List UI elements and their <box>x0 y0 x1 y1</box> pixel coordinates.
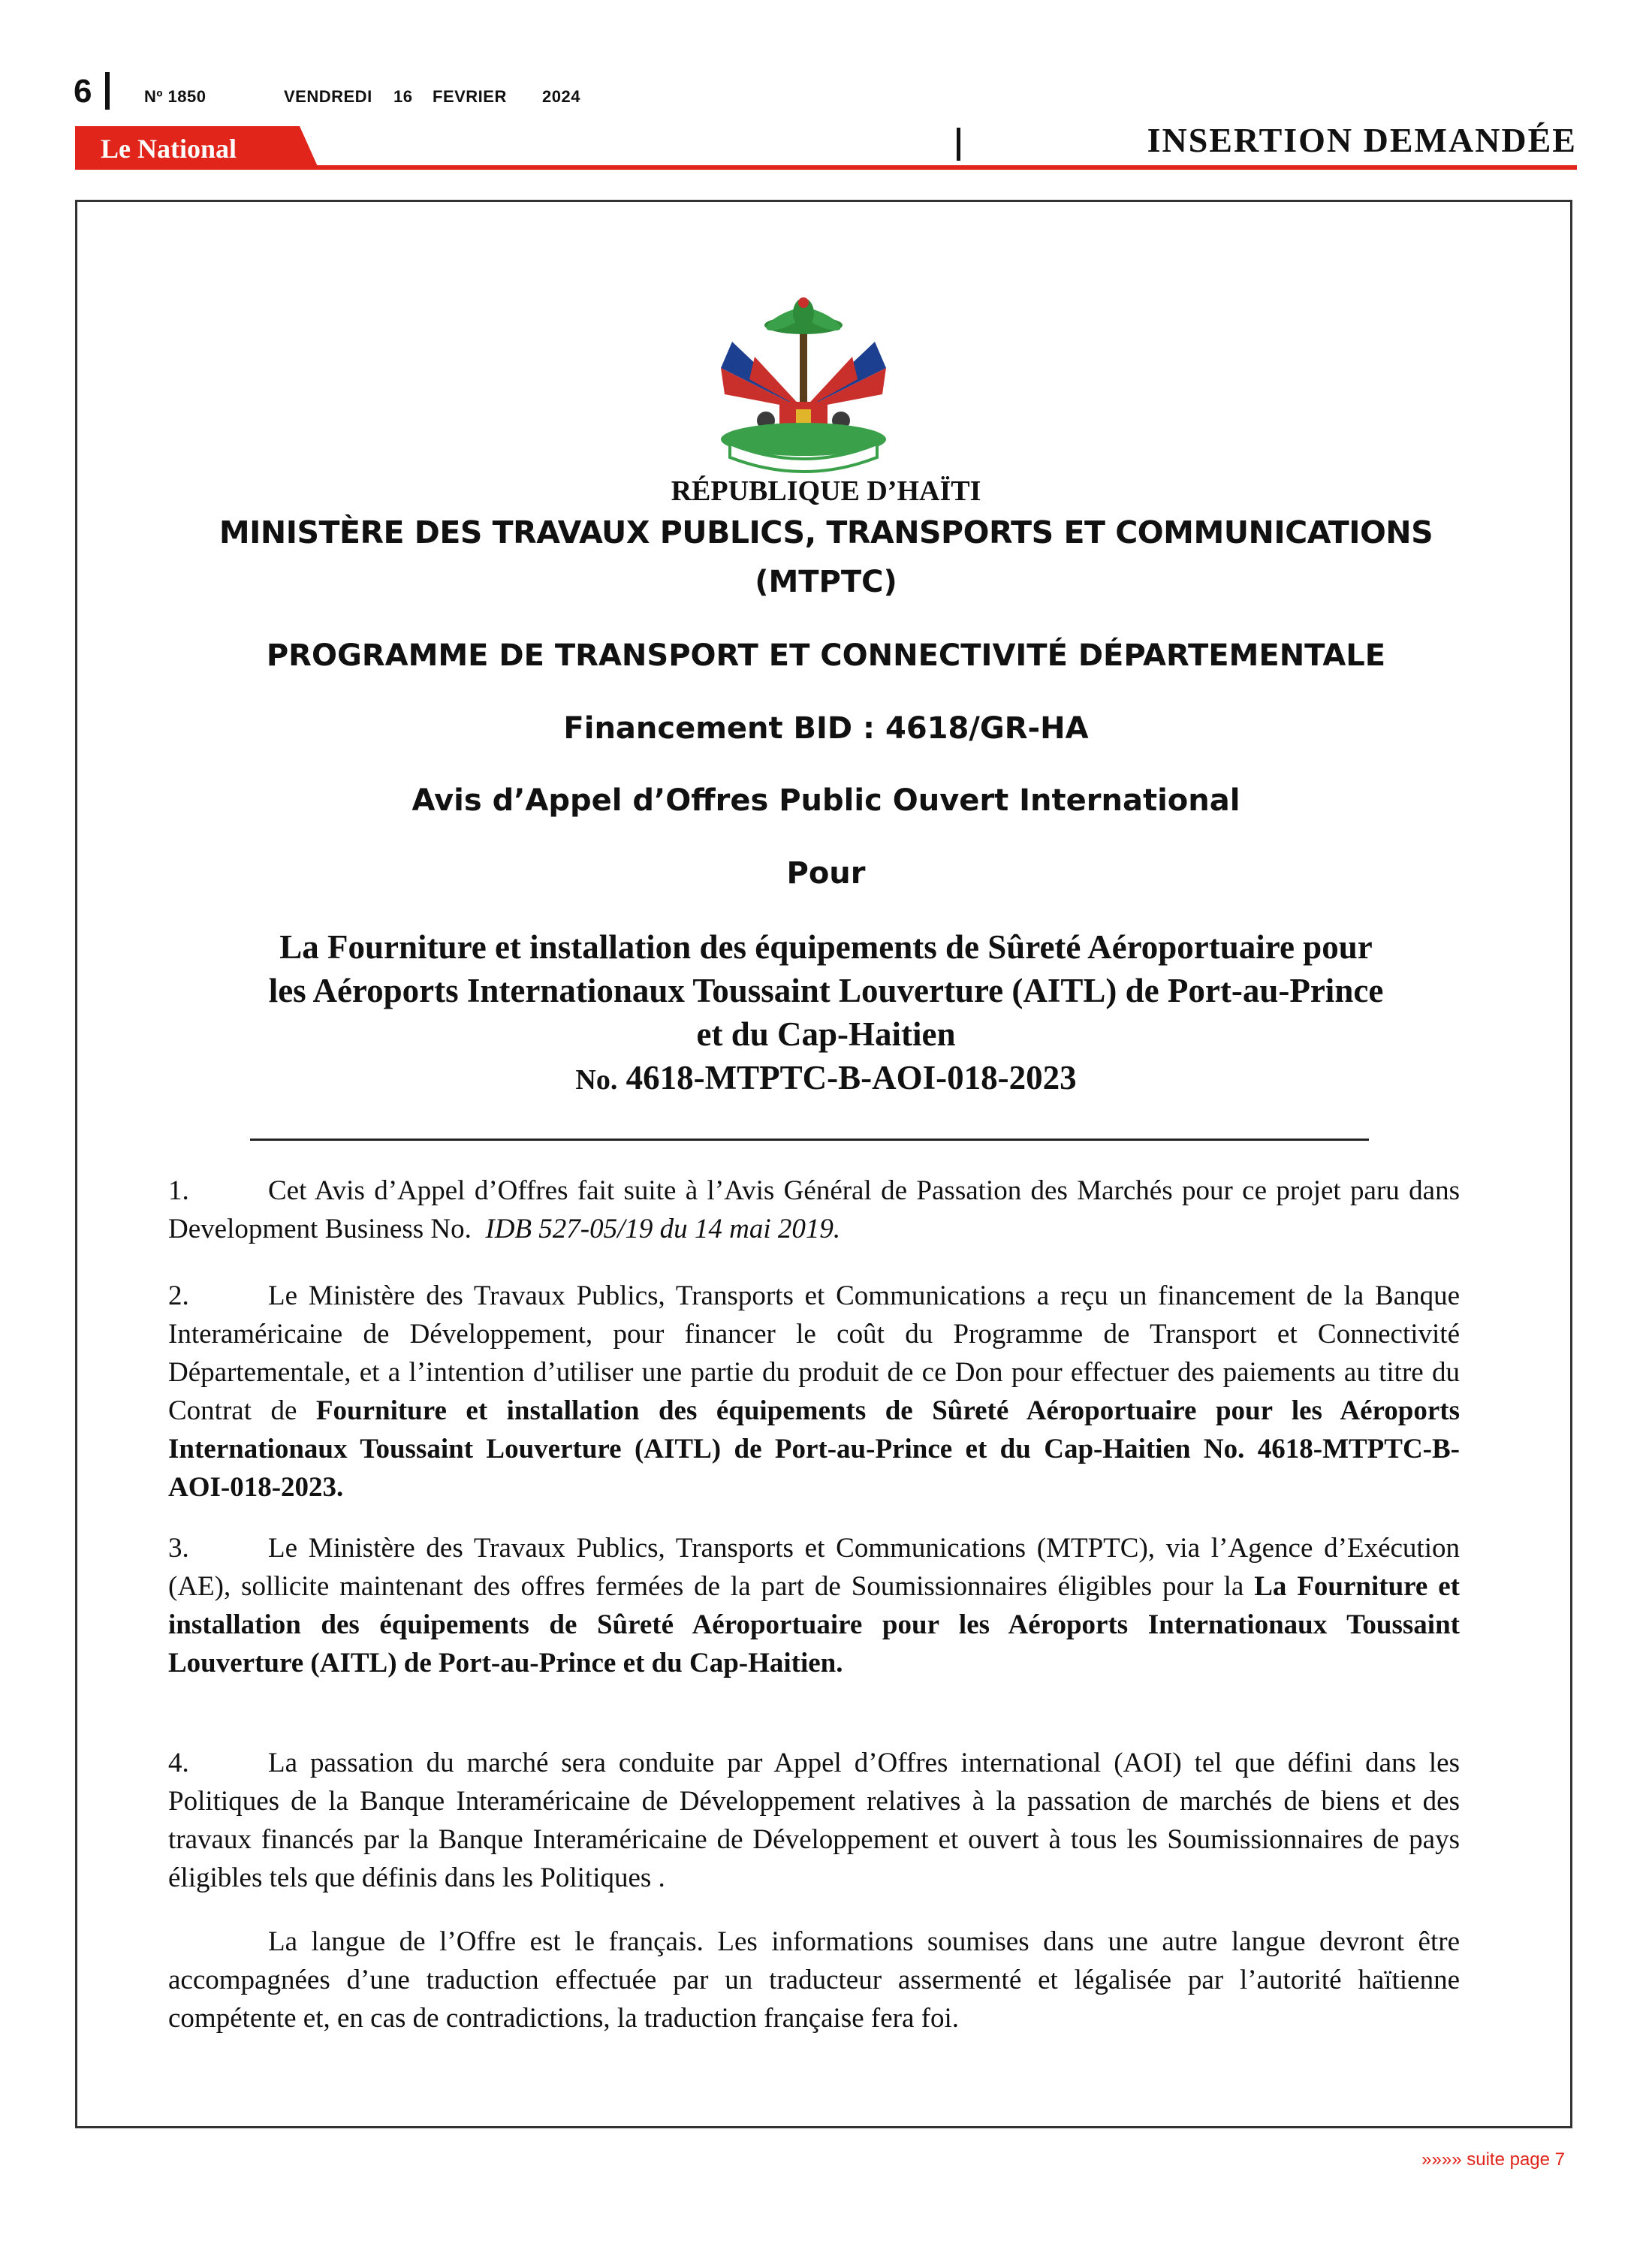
notice-pour: Pour <box>786 856 866 891</box>
page-number: 6 <box>74 73 92 110</box>
paragraph-language: La langue de l’Offre est le français. Les informations soumises dans une autre langue devront être accompagnées d’une traduction effectuée par un traducteur assermenté et légalisée par l’autorité haïtienne compétente et, en cas de contradictions, la traduction française fera foi. <box>168 1926 1460 2034</box>
issue-day: VENDREDI <box>284 87 372 106</box>
ministry-name: MINISTÈRE DES TRAVAUX PUBLICS, TRANSPORTS ET COMMUNICATIONS <box>219 514 1433 550</box>
section-title: INSERTION DEMANDÉE <box>1147 121 1577 159</box>
issue-year: 2024 <box>542 87 580 106</box>
issue-number: Nº 1850 <box>144 87 206 106</box>
procurement-object <box>0 925 1652 1056</box>
paragraph-text: Le Ministère des Travaux Publics, Transports et Communications a reçu un financement de la Banque Interaméricaine de Développement, pour financer le coût du Programme de Transport et Connectivité Départementale, et a l’intention d’utiliser une partie du produit de ce Don pour effectuer des paiements au titre du Contrat de <box>168 1280 1460 1426</box>
page-number-divider <box>105 72 110 110</box>
paragraph-bold: Fourniture et installation des équipements de Sûreté Aéroportuaire pour les Aéroports Internationaux Toussaint Louverture (AITL) de Port-au-Prince et du Cap-Haitien No. 4618-MTPTC-B-AOI-018-2023. <box>168 1395 1461 1503</box>
paragraph-4 <box>168 1744 1460 1897</box>
paragraph-number: 1. <box>168 1175 189 1206</box>
paragraph-number: 3. <box>168 1533 189 1564</box>
tender-reference-code: 4618-MTPTC-B-AOI-018-2023 <box>626 1059 1077 1096</box>
financing-reference: Financement BID : 4618/GR-HA <box>563 711 1089 746</box>
paragraph-3 <box>168 1529 1460 1682</box>
paragraph-text: Cet Avis d’Appel d’Offres fait suite à l’Avis Général de Passation des Marchés pour ce projet paru dans Development Business No. <box>168 1175 1460 1244</box>
header-divider <box>957 128 960 161</box>
newspaper-logo: Le National <box>101 134 237 164</box>
tender-reference <box>0 1056 1652 1102</box>
continuation-link[interactable]: »»»» suite page 7 <box>1421 2149 1565 2170</box>
issue-date-day: 16 <box>393 87 413 106</box>
ministry-acronym: (MTPTC) <box>755 565 897 599</box>
paragraph-bold: La Fourniture et installation des équipements de Sûreté Aéroportuaire pour les Aéroports Internationaux Toussaint Louverture (AITL) de Port-au-Prince et du Cap-Haitien. <box>168 1571 1460 1678</box>
tender-reference-prefix: No. <box>575 1064 618 1096</box>
programme-title: PROGRAMME DE TRANSPORT ET CONNECTIVITÉ DÉPARTEMENTALE <box>266 638 1386 673</box>
republic-title: RÉPUBLIQUE D’HAÏTI <box>671 475 981 507</box>
object-line: La Fourniture et installation des équipements de Sûreté Aéroportuaire pour <box>279 928 1373 966</box>
paragraph-number: 4. <box>168 1748 189 1778</box>
object-line: les Aéroports Internationaux Toussaint Louverture (AITL) de Port-au-Prince <box>268 972 1384 1009</box>
notice-type: Avis d’Appel d’Offres Public Ouvert International <box>411 783 1241 818</box>
paragraph-reference: IDB 527-05/19 du 14 mai 2019. <box>485 1214 841 1244</box>
paragraph-2 <box>168 1277 1460 1507</box>
paragraph-text: Le Ministère des Travaux Publics, Transports et Communications (MTPTC), via l’Agence d’Exécution (AE), sollicite maintenant des offres fermées de la part de Soumissionnaires éligibles pour la <box>168 1533 1460 1602</box>
paragraph-number: 2. <box>168 1280 189 1311</box>
issue-month: FEVRIER <box>433 87 507 106</box>
paragraph-1 <box>168 1172 1460 1248</box>
object-line: et du Cap-Haitien <box>696 1015 956 1053</box>
separator-rule <box>250 1139 1369 1141</box>
paragraph-text: La passation du marché sera conduite par Appel d’Offres international (AOI) tel que défini dans les Politiques de la Banque Interaméricaine de Développement relatives à la passation de marchés de biens et des travaux financés par la Banque Interaméricaine de Développement et ouvert à tous les Soumissionnaires de pays éligibles tels que définis dans les Politiques . <box>168 1748 1460 1893</box>
coat-of-arms-icon <box>691 297 916 477</box>
